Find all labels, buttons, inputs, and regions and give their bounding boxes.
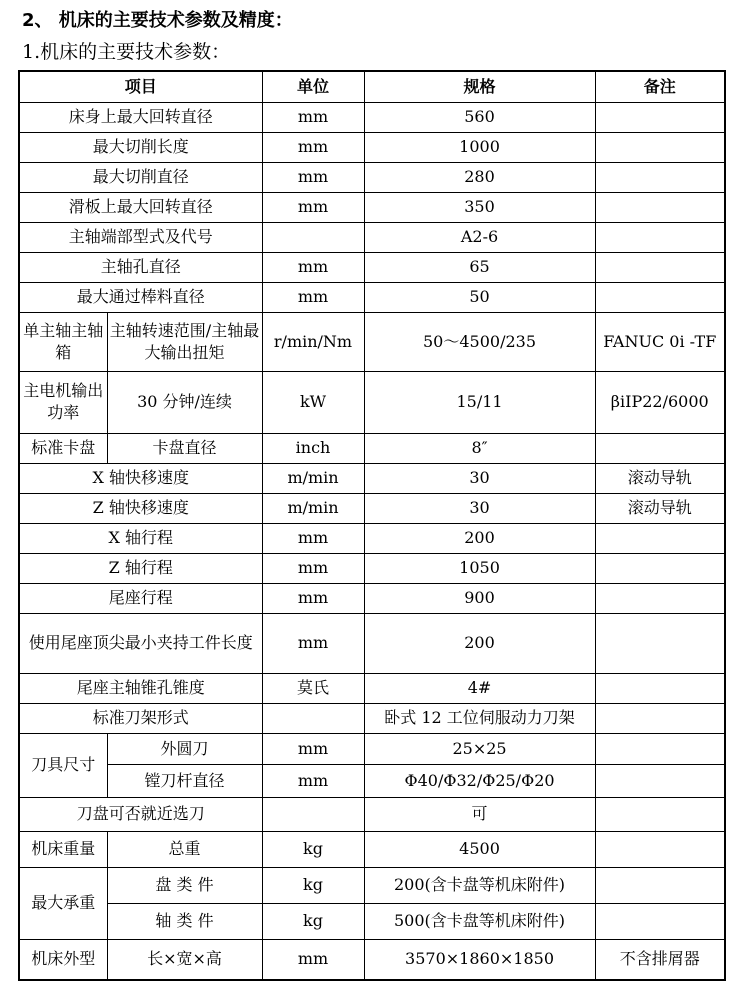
table-row: [19, 583, 725, 613]
unit-cell: mm: [262, 939, 364, 980]
spec-cell: 1000: [364, 132, 595, 162]
spec-cell: 30: [364, 493, 595, 523]
item-cell: 使用尾座顶尖最小夹持工件长度: [19, 613, 262, 673]
table-row: [19, 222, 725, 252]
table-row: [19, 162, 725, 192]
item-cell: X 轴行程: [19, 523, 262, 553]
note-cell: [595, 282, 725, 312]
note-cell: [595, 903, 725, 939]
spec-cell: 280: [364, 162, 595, 192]
table-row: [19, 903, 725, 939]
section-heading: 2、 机床的主要技术参数及精度：: [22, 10, 293, 31]
header-item: 项目: [19, 71, 262, 102]
unit-cell: mm: [262, 523, 364, 553]
spec-cell: 350: [364, 192, 595, 222]
unit-cell: mm: [262, 102, 364, 132]
table-row: [19, 371, 725, 433]
unit-cell: [262, 703, 364, 733]
item-cell: 尾座行程: [19, 583, 262, 613]
header-unit: 单位: [262, 71, 364, 102]
sub-item-cell: 镗刀杆直径: [107, 764, 262, 797]
table-row: [19, 797, 725, 831]
item-cell: 刀盘可否就近选刀: [19, 797, 262, 831]
table-row: [19, 282, 725, 312]
item-cell: Z 轴快移速度: [19, 493, 262, 523]
item-cell: X 轴快移速度: [19, 463, 262, 493]
spec-cell: A2-6: [364, 222, 595, 252]
spec-cell: 1050: [364, 553, 595, 583]
table-row: [19, 132, 725, 162]
table-row: [19, 553, 725, 583]
unit-cell: mm: [262, 583, 364, 613]
table-row: [19, 673, 725, 703]
spec-cell: 30: [364, 463, 595, 493]
spec-cell: 560: [364, 102, 595, 132]
unit-cell: mm: [262, 252, 364, 282]
unit-cell: mm: [262, 162, 364, 192]
spec-cell: 可: [364, 797, 595, 831]
note-cell: [595, 132, 725, 162]
unit-cell: mm: [262, 613, 364, 673]
sub-item-cell: 外圆刀: [107, 733, 262, 764]
unit-cell: 莫氏: [262, 673, 364, 703]
table-row: [19, 523, 725, 553]
table-row: [19, 939, 725, 980]
spec-cell: 25×25: [364, 733, 595, 764]
spec-cell: 4#: [364, 673, 595, 703]
unit-cell: mm: [262, 553, 364, 583]
note-cell: [595, 102, 725, 132]
sub-item-cell: 轴 类 件: [107, 903, 262, 939]
note-cell: [595, 553, 725, 583]
table-row: [19, 493, 725, 523]
note-cell: 滚动导轨: [595, 463, 725, 493]
table-row: [19, 433, 725, 463]
unit-cell: kg: [262, 867, 364, 903]
spec-cell: 900: [364, 583, 595, 613]
group-cell: 标准卡盘: [19, 433, 107, 463]
table-row: [19, 764, 725, 797]
table-row: [19, 733, 725, 764]
note-cell: [595, 703, 725, 733]
unit-cell: mm: [262, 282, 364, 312]
unit-cell: mm: [262, 764, 364, 797]
item-cell: 主轴孔直径: [19, 252, 262, 282]
unit-cell: kg: [262, 903, 364, 939]
unit-cell: m/min: [262, 493, 364, 523]
spec-cell: 15/11: [364, 371, 595, 433]
table-row: [19, 463, 725, 493]
spec-cell: 200: [364, 523, 595, 553]
table-row: [19, 252, 725, 282]
item-cell: 最大通过棒料直径: [19, 282, 262, 312]
group-cell: 机床重量: [19, 831, 107, 867]
note-cell: βiIP22/6000: [595, 371, 725, 433]
sub-item-cell: 长×宽×高: [107, 939, 262, 980]
note-cell: 滚动导轨: [595, 493, 725, 523]
unit-cell: m/min: [262, 463, 364, 493]
note-cell: [595, 222, 725, 252]
note-cell: [595, 583, 725, 613]
spec-cell: 50: [364, 282, 595, 312]
spec-cell: 65: [364, 252, 595, 282]
unit-cell: inch: [262, 433, 364, 463]
unit-cell: mm: [262, 132, 364, 162]
note-cell: FANUC 0i -TF: [595, 312, 725, 371]
group-cell: 主电机输出功率: [19, 371, 107, 433]
subsection-heading: 1.机床的主要技术参数：: [22, 41, 231, 63]
note-cell: [595, 523, 725, 553]
table-header-row: [19, 71, 725, 102]
spec-table: [18, 70, 726, 981]
spec-cell: 3570×1860×1850: [364, 939, 595, 980]
table-row: [19, 703, 725, 733]
note-cell: [595, 733, 725, 764]
table-row: [19, 867, 725, 903]
table-row: [19, 831, 725, 867]
note-cell: [595, 252, 725, 282]
item-cell: 最大切削直径: [19, 162, 262, 192]
item-cell: 尾座主轴锥孔锥度: [19, 673, 262, 703]
sub-item-cell: 30 分钟/连续: [107, 371, 262, 433]
spec-cell: 卧式 12 工位伺服动力刀架: [364, 703, 595, 733]
table-row: [19, 613, 725, 673]
note-cell: [595, 433, 725, 463]
table-row: [19, 192, 725, 222]
spec-cell: 200: [364, 613, 595, 673]
spec-cell: 200(含卡盘等机床附件): [364, 867, 595, 903]
sub-item-cell: 主轴转速范围/主轴最大输出扭矩: [107, 312, 262, 371]
table-row: [19, 312, 725, 371]
item-cell: 最大切削长度: [19, 132, 262, 162]
header-note: 备注: [595, 71, 725, 102]
item-cell: Z 轴行程: [19, 553, 262, 583]
sub-item-cell: 卡盘直径: [107, 433, 262, 463]
spec-cell: 50～4500/235: [364, 312, 595, 371]
note-cell: [595, 613, 725, 673]
spec-cell: 500(含卡盘等机床附件): [364, 903, 595, 939]
unit-cell: r/min/Nm: [262, 312, 364, 371]
table-row: [19, 102, 725, 132]
header-spec: 规格: [364, 71, 595, 102]
unit-cell: [262, 797, 364, 831]
spec-cell: Φ40/Φ32/Φ25/Φ20: [364, 764, 595, 797]
spec-cell: 8″: [364, 433, 595, 463]
note-cell: [595, 831, 725, 867]
group-cell: 机床外型: [19, 939, 107, 980]
unit-cell: mm: [262, 192, 364, 222]
unit-cell: [262, 222, 364, 252]
note-cell: 不含排屑器: [595, 939, 725, 980]
item-cell: 标准刀架形式: [19, 703, 262, 733]
group-cell: 刀具尺寸: [19, 733, 107, 797]
note-cell: [595, 867, 725, 903]
note-cell: [595, 797, 725, 831]
note-cell: [595, 162, 725, 192]
item-cell: 主轴端部型式及代号: [19, 222, 262, 252]
unit-cell: mm: [262, 733, 364, 764]
unit-cell: kg: [262, 831, 364, 867]
sub-item-cell: 总重: [107, 831, 262, 867]
note-cell: [595, 673, 725, 703]
spec-cell: 4500: [364, 831, 595, 867]
group-cell: 单主轴主轴箱: [19, 312, 107, 371]
note-cell: [595, 192, 725, 222]
group-cell: 最大承重: [19, 867, 107, 939]
note-cell: [595, 764, 725, 797]
sub-item-cell: 盘 类 件: [107, 867, 262, 903]
unit-cell: kW: [262, 371, 364, 433]
item-cell: 床身上最大回转直径: [19, 102, 262, 132]
item-cell: 滑板上最大回转直径: [19, 192, 262, 222]
